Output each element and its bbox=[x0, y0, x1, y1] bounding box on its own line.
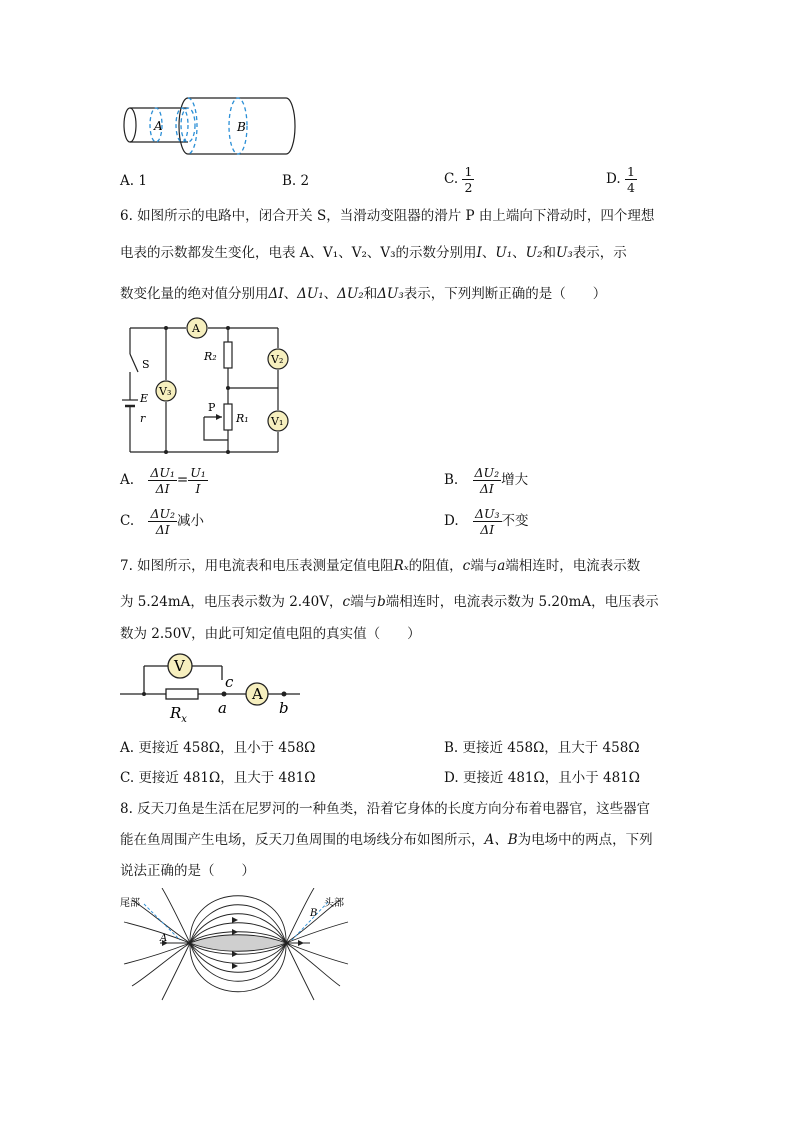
option-value: 2 bbox=[300, 173, 310, 189]
q6-circuit-diagram bbox=[118, 314, 298, 456]
q7-voltmeter-label: V bbox=[174, 657, 185, 675]
q6-option-a: A. $\frac{\text{ΔU₁}}{\Delta I}$ = $\frac{\text{U₁}}{I}$ bbox=[120, 465, 206, 496]
q5-option-b bbox=[282, 172, 309, 190]
q6-stem-line1: 6. 如图所示的电路中，闭合开关 S，当滑动变阻器的滑片 P 由上端向下滑动时，四个理想 bbox=[120, 208, 655, 224]
slider-p-label: P bbox=[208, 401, 216, 414]
q8-head-label: 头部 bbox=[324, 898, 344, 909]
q7-point-c: c bbox=[225, 673, 234, 691]
q7-option-d: D. 更接近 481Ω，且小于 481Ω bbox=[444, 770, 640, 786]
emf-label: E bbox=[140, 392, 149, 405]
option-label: D. bbox=[606, 171, 621, 187]
q8-tail-label: 尾部 bbox=[120, 898, 140, 909]
option-label: B. bbox=[282, 173, 297, 189]
q7-circuit-diagram bbox=[118, 650, 308, 726]
q7-ammeter-label: A bbox=[252, 685, 263, 703]
switch-label: S bbox=[142, 358, 150, 371]
q7-stem-line1: 7. 如图所示，用电流表和电压表测量定值电阻Rₓ的阻值，c端与a端相连时，电流表示数 bbox=[120, 558, 641, 574]
option-fraction: $\frac{1}{2}$ bbox=[464, 164, 473, 195]
v2-label: V₂ bbox=[271, 353, 284, 366]
q7-stem-line2: 为 5.24mA，电压表示数为 2.40V，c端与b端相连时，电流表示数为 5.20mA，电压表示 bbox=[120, 594, 659, 610]
option-label: C. bbox=[444, 171, 459, 187]
q5-label-b: B bbox=[237, 120, 246, 134]
q8-point-a: A bbox=[160, 933, 168, 944]
q5-option-d bbox=[606, 164, 637, 195]
q7-option-a: A. 更接近 458Ω，且小于 458Ω bbox=[120, 740, 316, 756]
q5-cylinder-figure bbox=[118, 96, 298, 160]
q6-stem-line3: 数变化量的绝对值分别用ΔI、ΔU₁、ΔU₂和ΔU₃表示，下列判断正确的是（ ） bbox=[120, 286, 607, 302]
q6-option-b: B. $\frac{\text{ΔU₂}}{\Delta I}$ 增大 bbox=[444, 465, 529, 496]
q8-stem-line3: 说法正确的是（ ） bbox=[120, 863, 255, 879]
q6-option-c: C. $\frac{\text{ΔU₂}}{\Delta I}$ 减小 bbox=[120, 506, 205, 537]
option-value: 1 bbox=[138, 173, 147, 189]
q5-label-a: A bbox=[154, 119, 163, 133]
q6-option-d: D. $\frac{\text{ΔU₃}}{\Delta I}$ 不变 bbox=[444, 506, 529, 537]
r2-label: R₂ bbox=[204, 350, 217, 363]
q8-point-b: B bbox=[310, 908, 318, 919]
internal-r-label: r bbox=[140, 412, 146, 425]
r1-label: R₁ bbox=[236, 412, 249, 425]
q5-option-c bbox=[444, 164, 474, 195]
q7-option-b: B. 更接近 458Ω，且大于 458Ω bbox=[444, 740, 640, 756]
v3-label: V₃ bbox=[159, 385, 172, 398]
q7-rx-label: $R_x$ bbox=[170, 704, 187, 725]
q8-stem-line2: 能在鱼周围产生电场，反天刀鱼周围的电场线分布如图所示，A、B为电场中的两点，下列 bbox=[120, 832, 653, 848]
q7-stem-line3: 数为 2.50V，由此可知定值电阻的真实值（ ） bbox=[120, 626, 421, 642]
q7-point-a: a bbox=[218, 699, 227, 717]
option-fraction: $\frac{1}{4}$ bbox=[626, 164, 635, 195]
v1-label: V₁ bbox=[271, 415, 284, 428]
q5-option-a bbox=[120, 172, 147, 190]
q8-stem-line1: 8. 反天刀鱼是生活在尼罗河的一种鱼类，沿着它身体的长度方向分布着电器官，这些器官 bbox=[120, 801, 651, 817]
option-label: A. bbox=[120, 173, 135, 189]
q7-option-c: C. 更接近 481Ω，且大于 481Ω bbox=[120, 770, 316, 786]
q7-point-b: b bbox=[279, 699, 289, 717]
ammeter-label: A bbox=[192, 322, 200, 335]
q8-field-lines-figure bbox=[118, 888, 350, 1006]
q6-stem-line2: 电表的示数都发生变化，电表 A、V₁、V₂、V₃的示数分别用I、U₁、U₂和U₃表示，示 bbox=[120, 245, 627, 261]
